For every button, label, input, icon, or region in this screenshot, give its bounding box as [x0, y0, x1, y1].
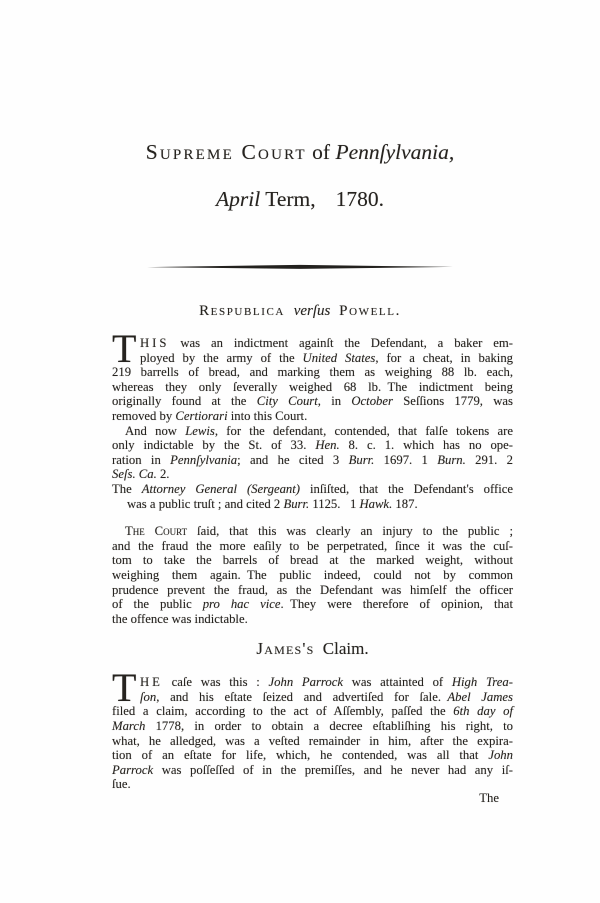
text-line [112, 612, 513, 627]
text-line [112, 497, 513, 512]
text-segment: ployed by the army of the [140, 350, 303, 365]
text-segment: pro hac vice [202, 597, 281, 612]
text-segment: HE [140, 675, 163, 690]
text-segment: HIS [140, 336, 170, 350]
text-line [112, 424, 513, 439]
text-segment: City Court [256, 394, 318, 409]
text-segment: tion of an eſtate for life, which, he contended, was all that [112, 748, 489, 763]
text-segment: James's [256, 639, 315, 659]
text-line [112, 482, 513, 497]
text-segment: Abel James [447, 689, 513, 704]
title-line-court [0, 139, 600, 165]
text-segment: whereas they only ſeverally weighed 68 lb. The indictment being [112, 379, 513, 394]
text-segment: Seſs. Ca. [112, 467, 157, 482]
page-title [0, 139, 600, 212]
text-segment: 2. [156, 467, 170, 482]
text-segment: , and his eſtate ſeized and advertiſed for ſale. [156, 689, 448, 704]
text-segment: The Court [125, 524, 188, 539]
text-line [112, 748, 513, 763]
paragraph-indictment [112, 326, 514, 424]
text-segment: John [488, 748, 513, 763]
text-segment: Seſſions 1779, was [392, 394, 513, 409]
drop-cap: T [112, 665, 137, 711]
text-segment: 187. [392, 496, 418, 511]
text-segment: Parrock [112, 762, 154, 777]
text-segment: ſon [140, 689, 157, 704]
text-segment: Powell. [339, 303, 401, 319]
text-segment: 6th day of [453, 704, 513, 719]
title-line-term [0, 186, 600, 212]
text-segment: prudence prevent the fraud, as the Defendant was himſelf the officer [112, 582, 513, 597]
swelled-rule-divider [147, 264, 453, 270]
text-segment: Burr. [348, 452, 375, 467]
text-segment: ſaid, that this was clearly an injury to the public ; [187, 524, 514, 539]
text-segment: The [112, 481, 142, 496]
text-segment: inſiſted, that the Defendant's office [300, 481, 513, 496]
text-segment: Certiorari [175, 408, 228, 423]
text-line [112, 467, 513, 482]
text-segment: United States [302, 350, 376, 365]
text-segment: was a public truſt ; and cited 2 [127, 496, 284, 511]
text-line [112, 597, 513, 612]
text-line [112, 734, 513, 749]
text-segment: John Parrock [268, 675, 343, 690]
drop-cap: T [112, 326, 137, 371]
text-segment: 1778, in order to obtain a decree eſtabliſhing his right, to [145, 719, 513, 734]
text-segment: tom to take the barrels of bread at the marked weight, without [112, 553, 513, 568]
text-segment: was poſſeſſed of in the premiſſes, and he never had any iſ- [153, 762, 513, 777]
text-segment: only indictable by the St. of 33. [112, 438, 316, 453]
catchword: The [479, 791, 499, 806]
text-segment: what, he alledged, was a veſted remainder in him, after the expira- [112, 733, 513, 748]
text-segment: removed by [112, 408, 176, 423]
text-segment: Hawk. [359, 496, 393, 511]
text-segment: Attorney General (Sergeant) [141, 481, 301, 496]
case-heading-respublica-v-powell [100, 303, 500, 320]
text-segment: , for the defendant, contended, that falſe tokens are [214, 423, 513, 438]
text-segment: March [112, 719, 146, 734]
text-segment: ration in [112, 452, 171, 467]
text-line [112, 524, 513, 539]
text-segment: Pennſylvania, [335, 140, 455, 164]
paragraph-court-opinion [112, 524, 513, 626]
text-line [112, 336, 513, 351]
text-segment: was attainted of [343, 675, 452, 690]
paragraph-james-case [112, 665, 513, 792]
text-line [112, 539, 513, 554]
text-line [112, 453, 513, 468]
text-segment: . They were therefore of opinion, that [280, 597, 513, 612]
text-segment: April [216, 187, 261, 211]
text-segment: Supreme Court [145, 140, 307, 164]
text-segment: Burr. [283, 496, 310, 511]
text-line [112, 763, 513, 778]
text-segment: October [351, 394, 393, 409]
text-segment: And now [125, 423, 186, 438]
text-line [112, 704, 513, 719]
case-heading-james-claim [112, 638, 513, 660]
text-line [112, 675, 513, 690]
text-segment: was an indictment againſt the Defendant, a baker em- [169, 336, 513, 350]
text-segment: 1780. [335, 187, 384, 211]
swelled-rule-shape [147, 264, 453, 270]
text-segment: 219 barrells of bread, and marking them as weighing 88 lb. each, [112, 365, 513, 380]
text-line [112, 690, 513, 705]
text-segment: originally found at the [112, 394, 257, 409]
text-segment: the offence was indictable. [112, 611, 248, 626]
text-line [112, 777, 513, 792]
text-segment: 1125. 1 [309, 496, 360, 511]
text-line [112, 568, 513, 583]
text-segment: and the fraud the more eaſily to be perpetrated, ſince it was the cuſ- [112, 538, 513, 553]
text-segment: weighing them again. The public indeed, could not by common [112, 567, 513, 582]
text-segment: ; and he cited 3 [237, 452, 349, 467]
text-line [112, 409, 513, 424]
text-segment: , in [317, 394, 352, 409]
paragraph-lewis-argument [112, 424, 513, 482]
text-segment: Respublica [199, 303, 285, 319]
text-line [112, 380, 513, 395]
paragraph-attorney-general [112, 482, 513, 511]
text-segment: 291. 2 [465, 452, 513, 467]
text-segment: verſus [293, 303, 331, 319]
text-segment: Pennſylvania [170, 452, 238, 467]
text-line [112, 583, 513, 598]
text-column [112, 326, 514, 806]
text-line [112, 365, 513, 380]
text-line [112, 351, 513, 366]
text-segment: , for a cheat, in baking [375, 350, 514, 365]
text-segment: of [306, 140, 336, 164]
text-segment: 8. c. 1. which has no ope- [339, 438, 513, 453]
text-segment: ſue. [112, 777, 131, 792]
text-line [112, 553, 513, 568]
text-segment [330, 303, 339, 319]
text-line [112, 394, 513, 409]
text-segment: Burn. [437, 452, 466, 467]
text-segment: Hen. [315, 438, 340, 453]
text-segment: 1697. 1 [374, 452, 438, 467]
text-segment: Lewis [185, 423, 215, 438]
text-segment: filed a claim, according to the act of Aſſembly, paſſed the [112, 704, 454, 719]
text-segment: caſe was this : [162, 675, 269, 690]
text-segment: Term, [260, 187, 316, 211]
text-line [112, 719, 513, 734]
text-segment: High Trea- [451, 675, 513, 690]
text-line [112, 438, 513, 453]
text-segment: of the public [112, 597, 203, 612]
text-segment: Claim. [314, 639, 369, 659]
text-segment [285, 303, 294, 319]
text-segment: into this Court. [227, 408, 308, 423]
